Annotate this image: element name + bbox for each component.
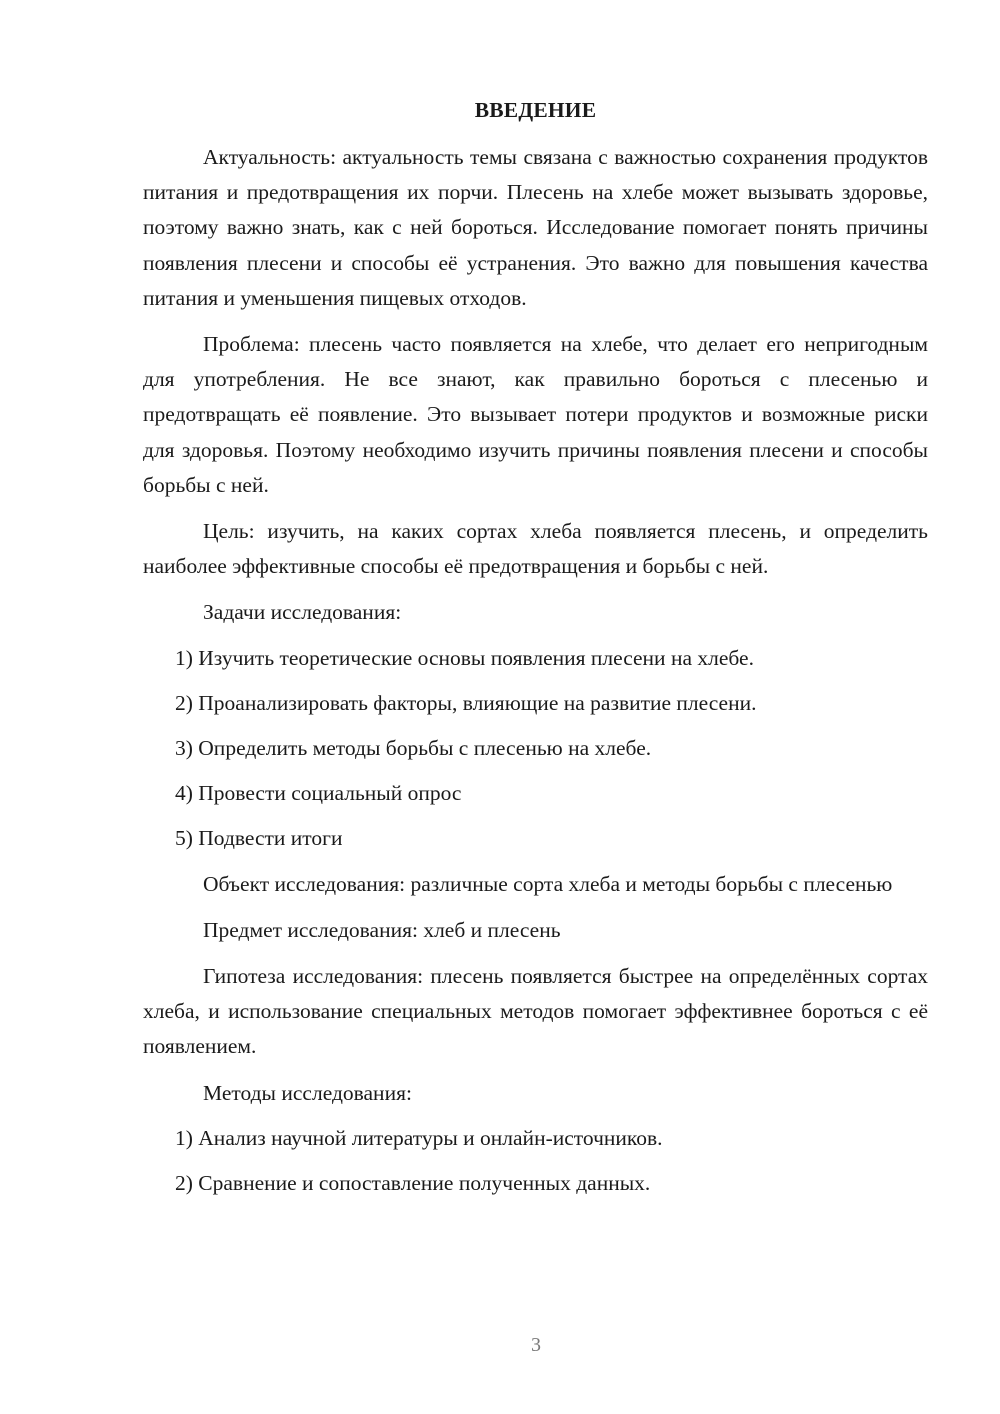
list-item: 2) Проанализировать факторы, влияющие на развитие плесени. bbox=[175, 690, 757, 715]
relevance-paragraph: Актуальность: актуальность темы связана с важностью сохранения продуктов питания и предотвращения их порчи. Плесень на хлебе может вызывать здоровье, поэтому важно знать, как с ней бороться. Исследование помогает понять причины появления плесени и способы её устранения. Это важно для повышения качества питания и уменьшения пищевых отходов. bbox=[143, 145, 928, 310]
methods-heading: Методы исследования: bbox=[203, 1080, 412, 1105]
hypothesis-paragraph: Гипотеза исследования: плесень появляется быстрее на определённых сортах хлеба, и использование специальных методов помогает эффективнее бороться с её появлением. bbox=[143, 964, 928, 1059]
document-page bbox=[143, 96, 928, 1211]
list-item: 1) Изучить теоретические основы появления плесени на хлебе. bbox=[175, 645, 754, 670]
tasks-list bbox=[143, 641, 928, 857]
list-item: 3) Определить методы борьбы с плесенью на хлебе. bbox=[175, 736, 652, 761]
problem-paragraph: Проблема: плесень часто появляется на хлебе, что делает его непригодным для употребления. Не все знают, как правильно бороться с плесенью и предотвращать её появление. Это вызывает потери продуктов и возможные риски для здоровья. Поэтому необходимо изучить причины появления плесени и способы борьбы с ней. bbox=[143, 332, 928, 497]
object-paragraph: Объект исследования: различные сорта хлеба и методы борьбы с плесенью bbox=[203, 871, 893, 896]
list-item: 2) Сравнение и сопоставление полученных данных. bbox=[175, 1171, 651, 1196]
subject-paragraph: Предмет исследования: хлеб и плесень bbox=[203, 917, 561, 942]
methods-list bbox=[143, 1121, 928, 1201]
list-item: 1) Анализ научной литературы и онлайн-источников. bbox=[175, 1125, 663, 1150]
tasks-heading: Задачи исследования: bbox=[203, 600, 402, 625]
list-item: 5) Подвести итоги bbox=[175, 826, 343, 851]
goal-paragraph: Цель: изучить, на каких сортах хлеба появляется плесень, и определить наиболее эффективные способы её предотвращения и борьбы с ней. bbox=[143, 519, 928, 579]
page-number: 3 bbox=[531, 1334, 541, 1356]
list-item: 4) Провести социальный опрос bbox=[175, 781, 462, 806]
section-title: ВВЕДЕНИЕ bbox=[474, 98, 597, 122]
